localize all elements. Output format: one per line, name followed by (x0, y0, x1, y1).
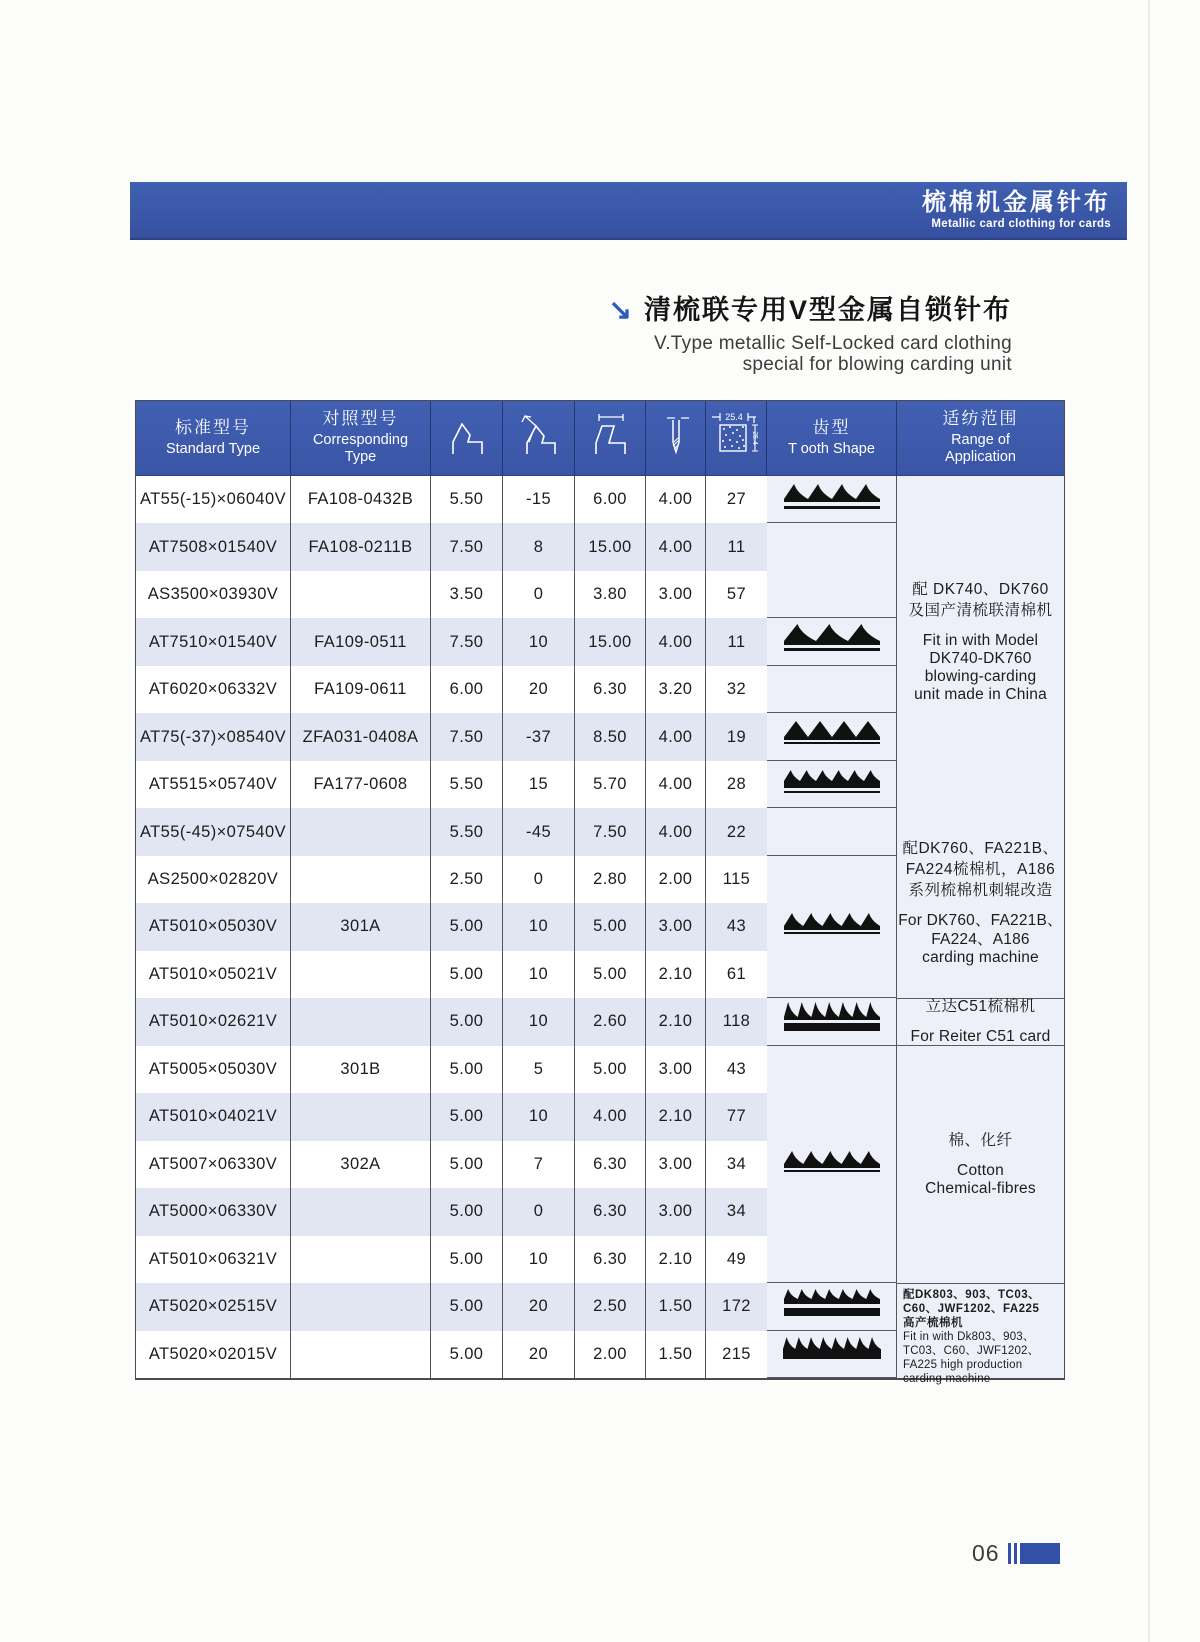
cell-c2: 15 (503, 761, 575, 808)
cell-corresponding: 301B (291, 1046, 431, 1093)
cell-c4: 2.10 (646, 998, 706, 1045)
cell-corresponding: FA109-0611 (291, 666, 431, 713)
header-standard-type-en: Standard Type (165, 440, 261, 457)
tooth-angle-icon (518, 412, 560, 463)
application-text-zh: 配DK803、903、TC03、 C60、JWF1202、FA225 高产梳棉机 (903, 1289, 1041, 1330)
density-dim-side: 25.4 (751, 431, 758, 446)
cell-c1: 5.50 (431, 761, 503, 808)
cell-c5: 32 (726, 680, 747, 699)
cell-c3: 8.50 (575, 713, 646, 760)
tooth-shape-cell (767, 476, 896, 523)
cell-c3: 6.30 (575, 1188, 646, 1235)
tooth-shape-cell-empty (767, 523, 896, 618)
cell-c1: 5.00 (431, 998, 503, 1045)
cell-c5: 11 (727, 632, 746, 651)
fin5-glyph (767, 900, 897, 952)
cell-c3: 6.30 (575, 1236, 646, 1283)
cell-c4: 2.10 (646, 1093, 706, 1140)
cell-c1: 3.50 (431, 571, 503, 618)
cell-corresponding: ZFA031-0408A (291, 713, 431, 760)
table-row (136, 571, 767, 618)
arrow-icon: ↘ (608, 294, 634, 325)
cell-c3: 2.60 (575, 998, 646, 1045)
page-subtitle (609, 333, 1012, 376)
cell-corresponding (291, 856, 431, 903)
application-block (897, 1283, 1064, 1386)
cell-c4: 4.00 (646, 713, 706, 760)
cell-c4: 3.00 (646, 1188, 706, 1235)
cell-c2: 20 (503, 1283, 575, 1330)
cell-c4: 4.00 (646, 523, 706, 570)
tooth-shape-column (767, 476, 897, 1378)
page-subtitle-line1: V.Type metallic Self-Locked card clothing (653, 333, 1012, 354)
cell-c2: 0 (503, 856, 575, 903)
cell-standard: AT5000×06330V (136, 1188, 291, 1235)
spike7-bar-glyph (767, 995, 897, 1047)
table-row (136, 1188, 767, 1235)
header-application-zh: 适纺范围 (942, 409, 1019, 429)
cell-c1: 7.50 (431, 618, 503, 665)
header-tooth-shape-zh: 齿型 (812, 418, 851, 438)
page-footer (972, 1540, 1060, 1567)
cell-corresponding: FA108-0211B (291, 523, 431, 570)
header-standard-type (136, 401, 291, 475)
cell-c5: 77 (726, 1107, 747, 1126)
tooth-shape-cell (767, 1283, 896, 1330)
cell-standard: AT7510×01540V (136, 618, 291, 665)
cell-c4: 3.00 (646, 571, 706, 618)
saw6-thickbase-glyph (767, 758, 897, 810)
table-row (136, 1093, 767, 1140)
tooth-shape-cell (767, 1331, 896, 1378)
cell-corresponding: 301A (291, 903, 431, 950)
page-number: 06 (972, 1540, 1000, 1566)
cell-corresponding (291, 998, 431, 1045)
header-standard-type-zh: 标准型号 (175, 418, 251, 438)
cell-c3: 2.00 (575, 1331, 646, 1378)
fin4-curved-glyph (767, 473, 897, 525)
application-text-en: Cotton Chemical-fibres (925, 1161, 1036, 1197)
cell-c5: 115 (722, 870, 751, 889)
rib-thickness-icon (659, 412, 693, 463)
cell-c1: 5.00 (431, 1046, 503, 1093)
cell-c1: 7.50 (431, 713, 503, 760)
cell-c1: 5.00 (431, 1188, 503, 1235)
triangle4-glyph (767, 711, 897, 763)
cell-c3: 3.80 (575, 571, 646, 618)
cell-c4: 3.00 (646, 1141, 706, 1188)
cell-c4: 3.00 (646, 1046, 706, 1093)
cell-c2: 10 (503, 903, 575, 950)
table-row (136, 523, 767, 570)
cell-standard: AT5010×06321V (136, 1236, 291, 1283)
cell-c5: 49 (726, 1249, 747, 1268)
application-block (897, 1046, 1064, 1283)
cell-c4: 4.00 (646, 476, 706, 523)
hook3-glyph (767, 616, 897, 668)
cell-standard: AT5007×06330V (136, 1141, 291, 1188)
tooth-shape-cell (767, 713, 896, 760)
banner-title-en: Metallic card clothing for cards (931, 217, 1111, 230)
cell-standard: AT5020×02015V (136, 1331, 291, 1378)
cell-standard: AT5010×04021V (136, 1093, 291, 1140)
cell-c1: 5.00 (431, 951, 503, 998)
page-banner (130, 182, 1127, 240)
cell-standard: AT55(-15)×06040V (136, 476, 291, 523)
table-row (136, 666, 767, 713)
cell-corresponding (291, 1331, 431, 1378)
cell-c5: 43 (726, 1059, 747, 1078)
tooth-shape-cell (767, 1046, 896, 1283)
cell-c3: 5.00 (575, 951, 646, 998)
spec-table (135, 400, 1065, 1386)
tooth-shape-cell-empty (767, 666, 896, 713)
cell-c4: 1.50 (646, 1331, 706, 1378)
cell-standard: AT7508×01540V (136, 523, 291, 570)
cell-standard: AT6020×06332V (136, 666, 291, 713)
cell-c1: 5.50 (431, 808, 503, 855)
cell-c2: 10 (503, 998, 575, 1045)
cell-c1: 5.00 (431, 1141, 503, 1188)
cell-c4: 2.10 (646, 951, 706, 998)
table-row (136, 1141, 767, 1188)
table-row (136, 1236, 767, 1283)
header-tooth-shape (767, 401, 897, 475)
header-corresponding-type-en2: Type (344, 449, 377, 466)
cell-c3: 5.00 (575, 1046, 646, 1093)
table-row (136, 856, 767, 903)
cell-c2: 10 (503, 1093, 575, 1140)
header-application-en2: Application (945, 449, 1016, 466)
application-text-zh: 棉、化纤 (948, 1131, 1013, 1149)
page-title (609, 288, 1012, 327)
cell-c4: 3.00 (646, 903, 706, 950)
cell-c1: 2.50 (431, 856, 503, 903)
table-row (136, 1283, 767, 1330)
cell-standard: AT5010×05030V (136, 903, 291, 950)
cell-c3: 2.50 (575, 1283, 646, 1330)
cell-c2: 10 (503, 618, 575, 665)
cell-c5: 57 (726, 585, 747, 604)
table-row (136, 1046, 767, 1093)
banner-title-zh: 梳棉机金属针布 (922, 189, 1111, 217)
cell-c2: 10 (503, 951, 575, 998)
fineteeth7-doublebar-glyph (767, 1280, 897, 1332)
cell-c2: -37 (503, 713, 575, 760)
table-row (136, 618, 767, 665)
cell-c4: 2.00 (646, 856, 706, 903)
cell-c2: 20 (503, 666, 575, 713)
header-application-en1: Range of (951, 431, 1010, 448)
cell-c5: 43 (726, 917, 747, 936)
cell-c2: 0 (503, 1188, 575, 1235)
header-corresponding-type-en1: Corresponding (312, 431, 409, 448)
cell-c5: 11 (727, 537, 746, 556)
spec-table-header (136, 401, 1064, 476)
page-subtitle-line2: special for blowing carding unit (742, 354, 1012, 376)
cell-corresponding: 302A (291, 1141, 431, 1188)
cell-standard: AT5020×02515V (136, 1283, 291, 1330)
header-col-tooth-pitch (575, 401, 646, 475)
application-text-en: For DK760、FA221B、 FA224、A186 carding machine (898, 912, 1063, 966)
tooth-depth-icon (446, 412, 488, 463)
cell-standard: AT5010×05021V (136, 951, 291, 998)
cell-c3: 4.00 (575, 1093, 646, 1140)
header-corresponding-type-zh: 对照型号 (322, 409, 399, 429)
footer-bar-icon (1014, 1543, 1017, 1564)
application-text-zh: 立达C51梳棉机 (925, 998, 1036, 1016)
tooth-shape-cell (767, 761, 896, 808)
application-text-zh: 配DK760、FA221B、 FA224梳棉机，A186 系列梳棉机刺辊改造 (902, 840, 1059, 900)
fineteeth8-thickbase-glyph (767, 1328, 897, 1380)
table-row (136, 951, 767, 998)
cell-c1: 5.00 (431, 1236, 503, 1283)
density-dim-top: 25.4 (725, 412, 743, 423)
cell-corresponding (291, 1283, 431, 1330)
cell-c5: 28 (726, 775, 747, 794)
cell-corresponding (291, 571, 431, 618)
table-row (136, 476, 767, 523)
cell-corresponding (291, 1188, 431, 1235)
cell-corresponding (291, 1093, 431, 1140)
cell-c5: 34 (726, 1202, 747, 1221)
cell-c4: 3.20 (646, 666, 706, 713)
application-column (897, 476, 1064, 1386)
cell-c1: 6.00 (431, 666, 503, 713)
cell-c5: 61 (726, 964, 747, 983)
tooth-shape-cell-empty (767, 808, 896, 855)
cell-c5: 22 (726, 822, 747, 841)
tooth-shape-cell (767, 856, 896, 998)
page-number-ornament (1008, 1543, 1060, 1564)
cell-c2: 5 (503, 1046, 575, 1093)
tooth-shape-cell (767, 998, 896, 1045)
cell-corresponding (291, 808, 431, 855)
cell-c2: 7 (503, 1141, 575, 1188)
application-block (897, 476, 1064, 808)
cell-standard: AT5010×02621V (136, 998, 291, 1045)
cell-c2: 10 (503, 1236, 575, 1283)
cell-c3: 15.00 (575, 618, 646, 665)
cell-c1: 5.00 (431, 903, 503, 950)
table-row (136, 713, 767, 760)
cell-standard: AT5515×05740V (136, 761, 291, 808)
cell-c4: 1.50 (646, 1283, 706, 1330)
cell-c3: 15.00 (575, 523, 646, 570)
cell-corresponding: FA109-0511 (291, 618, 431, 665)
fin5-glyph (767, 1138, 897, 1190)
cell-c2: 8 (503, 523, 575, 570)
cell-c1: 5.00 (431, 1093, 503, 1140)
cell-corresponding: FA108-0432B (291, 476, 431, 523)
tooth-shape-cell (767, 618, 896, 665)
cell-c1: 5.00 (431, 1283, 503, 1330)
cell-standard: AT55(-45)×07540V (136, 808, 291, 855)
table-row (136, 761, 767, 808)
cell-c1: 5.00 (431, 1331, 503, 1378)
header-col-rib-thickness (646, 401, 706, 475)
cell-c5: 215 (722, 1344, 751, 1363)
cell-c1: 5.50 (431, 476, 503, 523)
cell-c5: 172 (722, 1297, 751, 1316)
cell-standard: AT75(-37)×08540V (136, 713, 291, 760)
table-row (136, 1331, 767, 1378)
header-col-tooth-density (706, 401, 767, 475)
cell-c2: 20 (503, 1331, 575, 1378)
application-block (897, 808, 1064, 998)
section-heading (609, 288, 1012, 376)
header-application (897, 401, 1064, 475)
tooth-pitch-icon (589, 412, 631, 463)
cell-corresponding: FA177-0608 (291, 761, 431, 808)
footer-block-icon (1020, 1543, 1060, 1564)
application-text-en: Fit in with Model DK740-DK760 blowing-carding unit made in China (914, 631, 1047, 704)
application-text-en: Fit in with Dk803、903、 TC03、C60、JWF1202、 FA225 high production carding machine (903, 1331, 1040, 1386)
cell-c1: 7.50 (431, 523, 503, 570)
cell-c4: 4.00 (646, 808, 706, 855)
cell-c3: 6.00 (575, 476, 646, 523)
cell-standard: AS2500×02820V (136, 856, 291, 903)
header-corresponding-type (291, 401, 431, 475)
footer-bar-icon (1008, 1543, 1011, 1564)
table-row (136, 808, 767, 855)
cell-c5: 19 (726, 727, 747, 746)
cell-c3: 5.00 (575, 903, 646, 950)
cell-corresponding (291, 1236, 431, 1283)
cell-c2: -45 (503, 808, 575, 855)
tooth-density-icon (710, 409, 762, 466)
cell-c2: 0 (503, 571, 575, 618)
cell-c4: 2.10 (646, 1236, 706, 1283)
cell-c3: 6.30 (575, 666, 646, 713)
page-scan-edge (1148, 0, 1150, 1642)
cell-c3: 6.30 (575, 1141, 646, 1188)
application-text-en: For Reiter C51 card (910, 1028, 1051, 1046)
cell-c4: 4.00 (646, 761, 706, 808)
cell-c3: 2.80 (575, 856, 646, 903)
cell-c3: 5.70 (575, 761, 646, 808)
page-title-text: 清梳联专用V型金属自锁针布 (643, 295, 1012, 325)
header-col-tooth-angle (503, 401, 575, 475)
cell-corresponding (291, 951, 431, 998)
cell-c5: 27 (726, 490, 747, 509)
application-text-zh: 配 DK740、DK760 及国产清梳联清棉机 (908, 580, 1053, 619)
cell-standard: AT5005×05030V (136, 1046, 291, 1093)
cell-c4: 4.00 (646, 618, 706, 665)
cell-c5: 34 (726, 1154, 747, 1173)
cell-c3: 7.50 (575, 808, 646, 855)
cell-c5: 118 (722, 1012, 751, 1031)
cell-standard: AS3500×03930V (136, 571, 291, 618)
application-block (897, 998, 1064, 1045)
table-row (136, 998, 767, 1045)
header-col-tooth-depth (431, 401, 503, 475)
spec-table-body (136, 476, 1064, 1386)
table-row (136, 903, 767, 950)
header-tooth-shape-en: T ooth Shape (788, 440, 875, 457)
cell-c2: -15 (503, 476, 575, 523)
